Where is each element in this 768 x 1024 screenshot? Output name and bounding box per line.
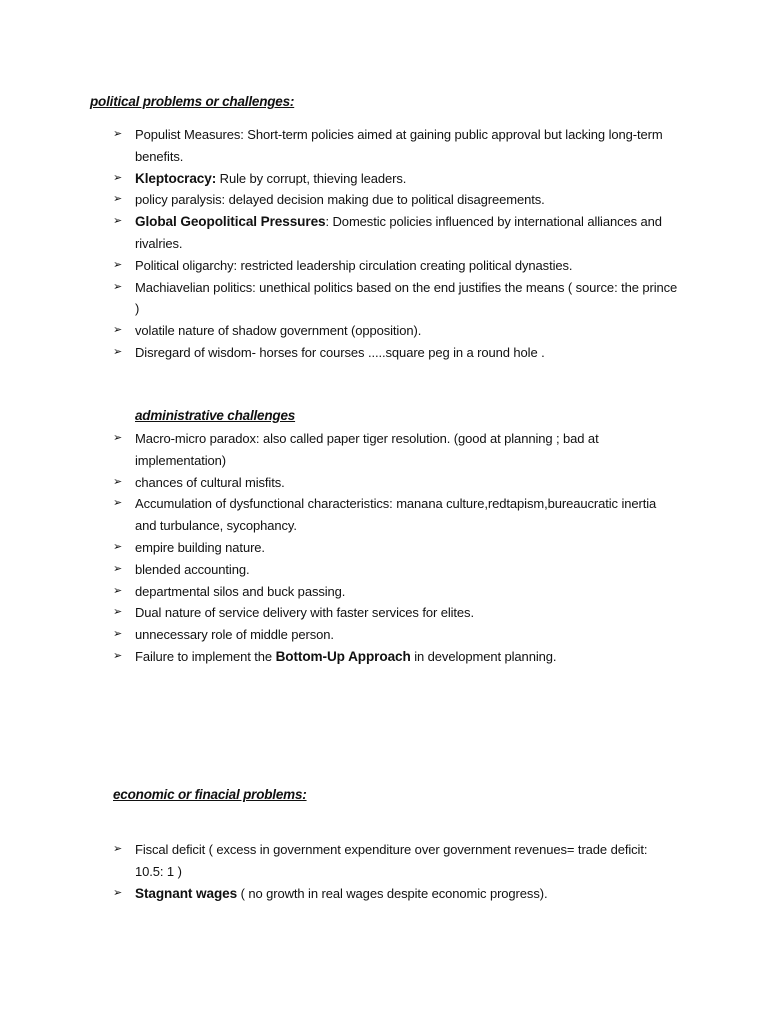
list-item bbox=[113, 883, 673, 905]
list-item-text: unnecessary role of middle person. bbox=[135, 627, 334, 643]
list-item-text: policy paralysis: delayed decision making due to political disagreements. bbox=[135, 192, 545, 208]
list-item bbox=[113, 428, 673, 472]
arrow-bullet-icon: ➢ bbox=[113, 649, 123, 662]
list-item bbox=[113, 211, 683, 255]
list-item-bold-text: Global Geopolitical Pressures bbox=[135, 214, 326, 230]
list-item-text: Failure to implement the bbox=[135, 648, 276, 664]
arrow-bullet-icon: ➢ bbox=[113, 324, 123, 337]
arrow-bullet-icon: ➢ bbox=[113, 540, 123, 553]
economic-heading: economic or finacial problems: bbox=[113, 787, 307, 802]
arrow-bullet-icon: ➢ bbox=[113, 606, 123, 619]
administrative-heading: administrative challenges bbox=[135, 408, 296, 423]
arrow-bullet-icon: ➢ bbox=[113, 497, 123, 510]
political-heading: political problems or challenges: bbox=[90, 94, 295, 109]
list-item bbox=[113, 277, 683, 321]
arrow-bullet-icon: ➢ bbox=[113, 584, 123, 597]
list-item bbox=[113, 320, 683, 342]
list-item bbox=[113, 189, 683, 211]
list-item bbox=[113, 255, 683, 277]
list-item-text: Fiscal deficit ( excess in government expenditure over government revenues= trade deficit: 10.5: 1 ) bbox=[135, 842, 648, 879]
list-item-text: : Domestic policies influenced by international alliances and rivalries. bbox=[135, 214, 662, 251]
list-item bbox=[113, 472, 673, 494]
list-item bbox=[113, 646, 673, 668]
list-item-text: in development planning. bbox=[410, 648, 557, 664]
arrow-bullet-icon: ➢ bbox=[113, 280, 123, 293]
list-item bbox=[113, 342, 683, 364]
list-item-text: Rule by corrupt, thieving leaders. bbox=[216, 170, 407, 186]
list-item bbox=[113, 581, 673, 603]
arrow-bullet-icon: ➢ bbox=[113, 258, 123, 271]
list-item-text: Machiavelian politics: unethical politics based on the end justifies the means ( source: the prince ) bbox=[135, 279, 678, 317]
list-item bbox=[113, 559, 673, 581]
list-item-text: blended accounting. bbox=[135, 561, 250, 577]
list-item bbox=[113, 602, 673, 624]
arrow-bullet-icon: ➢ bbox=[113, 628, 123, 641]
list-item-text: Accumulation of dysfunctional characteristics: manana culture,redtapism,bureaucratic inertia and turbulance, sycophancy. bbox=[135, 496, 657, 534]
list-item bbox=[113, 839, 673, 883]
list-item-text: volatile nature of shadow government (opposition). bbox=[135, 323, 422, 339]
list-item bbox=[113, 624, 673, 646]
list-item-text: empire building nature. bbox=[135, 539, 265, 555]
arrow-bullet-icon: ➢ bbox=[113, 432, 123, 444]
list-item bbox=[113, 124, 683, 168]
list-item bbox=[113, 537, 673, 559]
arrow-bullet-icon: ➢ bbox=[113, 128, 123, 140]
list-item-bold-text: Bottom-Up Approach bbox=[275, 648, 411, 664]
arrow-bullet-icon: ➢ bbox=[113, 171, 123, 184]
list-item-text: Disregard of wisdom- horses for courses .....square peg in a round hole . bbox=[135, 344, 545, 360]
economic-list bbox=[113, 839, 673, 904]
list-item-text: ( no growth in real wages despite economic progress). bbox=[237, 885, 548, 901]
arrow-bullet-icon: ➢ bbox=[113, 562, 123, 575]
list-item-text: Macro-micro paradox: also called paper tiger resolution. (good at planning ; bad at implementation) bbox=[135, 431, 599, 468]
list-item bbox=[113, 168, 683, 190]
arrow-bullet-icon: ➢ bbox=[113, 475, 123, 488]
list-item-text: Political oligarchy: restricted leadership circulation creating political dynasties. bbox=[135, 257, 573, 273]
list-item-text: Dual nature of service delivery with faster services for elites. bbox=[135, 605, 474, 621]
administrative-list bbox=[113, 428, 673, 668]
list-item-bold-text: Stagnant wages bbox=[135, 885, 238, 901]
political-list bbox=[113, 124, 683, 364]
list-item-text: departmental silos and buck passing. bbox=[135, 583, 346, 599]
arrow-bullet-icon: ➢ bbox=[113, 886, 123, 899]
list-item-bold-text: Kleptocracy: bbox=[135, 170, 217, 186]
list-item bbox=[113, 493, 673, 537]
arrow-bullet-icon: ➢ bbox=[113, 843, 123, 855]
arrow-bullet-icon: ➢ bbox=[113, 345, 123, 358]
arrow-bullet-icon: ➢ bbox=[113, 215, 123, 228]
arrow-bullet-icon: ➢ bbox=[113, 193, 123, 206]
list-item-text: chances of cultural misfits. bbox=[135, 474, 285, 490]
list-item-text: Populist Measures: Short-term policies aimed at gaining public approval but lacking long-term benefits. bbox=[135, 127, 663, 164]
